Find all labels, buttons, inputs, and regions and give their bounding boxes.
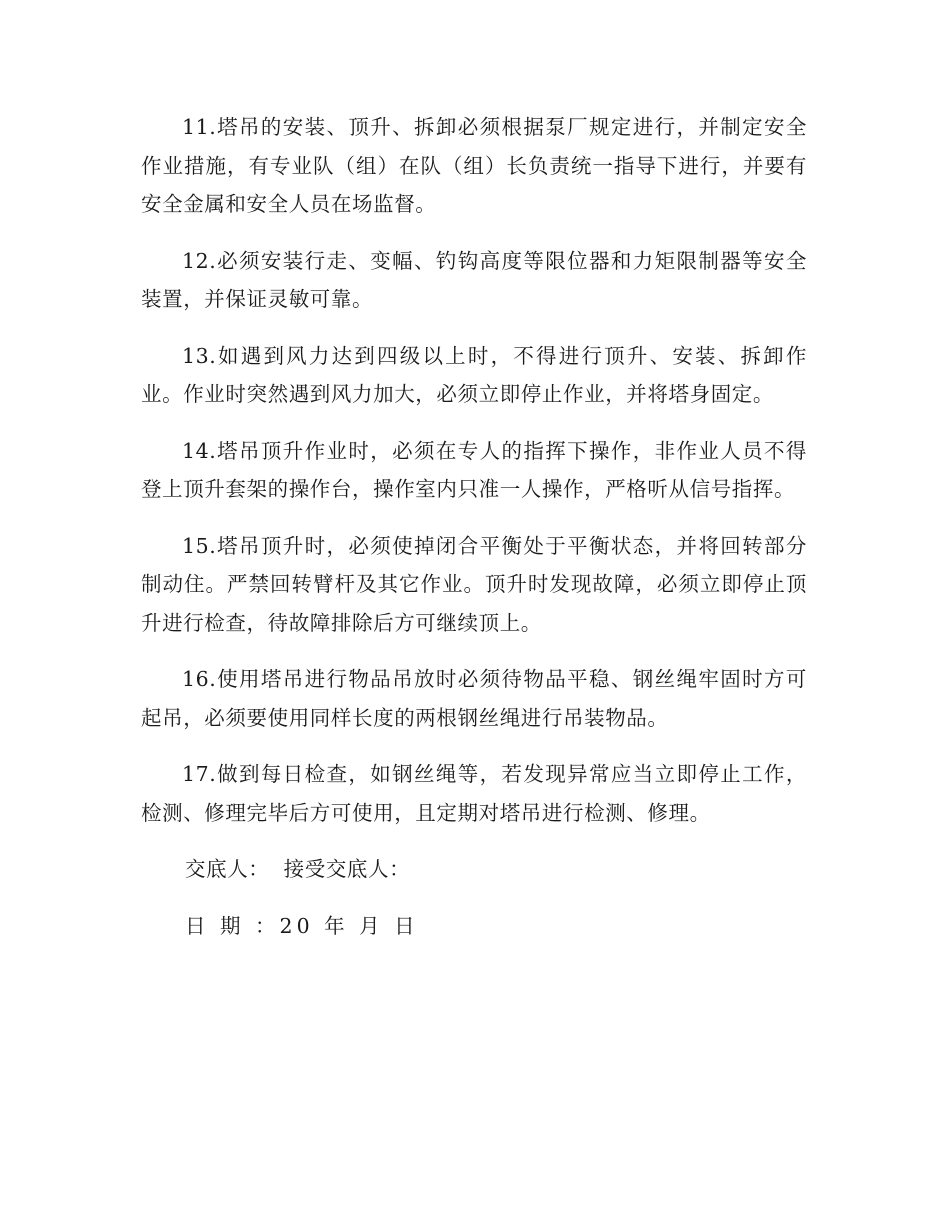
paragraph-15: 15.塔吊顶升时，必须使掉闭合平衡处于平衡状态，并将回转部分制动住。严禁回转臂杆及其它作业。顶升时发现故障，必须立即停止顶升进行检查，待故障排除后方可继续顶上。 [141,533,807,635]
paragraph-16: 16.使用塔吊进行物品吊放时必须待物品平稳、钢丝绳牢固时方可起吊，必须要使用同样长度的两根钢丝绳进行吊装物品。 [141,667,807,730]
paragraph-12: 12.必须安装行走、变幅、钓钩高度等限位器和力矩限制器等安全装置，并保证灵敏可靠。 [141,248,807,311]
date-line: 日 期 ：20 年 月 日 [185,913,419,938]
signature-line: 交底人： 接受交底人： [185,857,411,881]
paragraph-13: 13.如遇到风力达到四级以上时，不得进行顶升、安装、拆卸作业。作业时突然遇到风力加大，必须立即停止作业，并将塔身固定。 [141,343,807,406]
paragraph-11: 11.塔吊的安装、顶升、拆卸必须根据泵厂规定进行，并制定安全作业措施，有专业队（组）在队（组）长负责统一指导下进行，并要有安全金属和安全人员在场监督。 [141,115,807,216]
document-body [141,108,807,963]
paragraph-17: 17.做到每日检查，如钢丝绳等，若发现异常应当立即停止工作，检测、修理完毕后方可使用，且定期对塔吊进行检测、修理。 [141,762,807,825]
paragraph-14: 14.塔吊顶升作业时，必须在专人的指挥下操作，非作业人员不得登上顶升套架的操作台，操作室内只准一人操作，严格听从信号指挥。 [141,438,807,501]
